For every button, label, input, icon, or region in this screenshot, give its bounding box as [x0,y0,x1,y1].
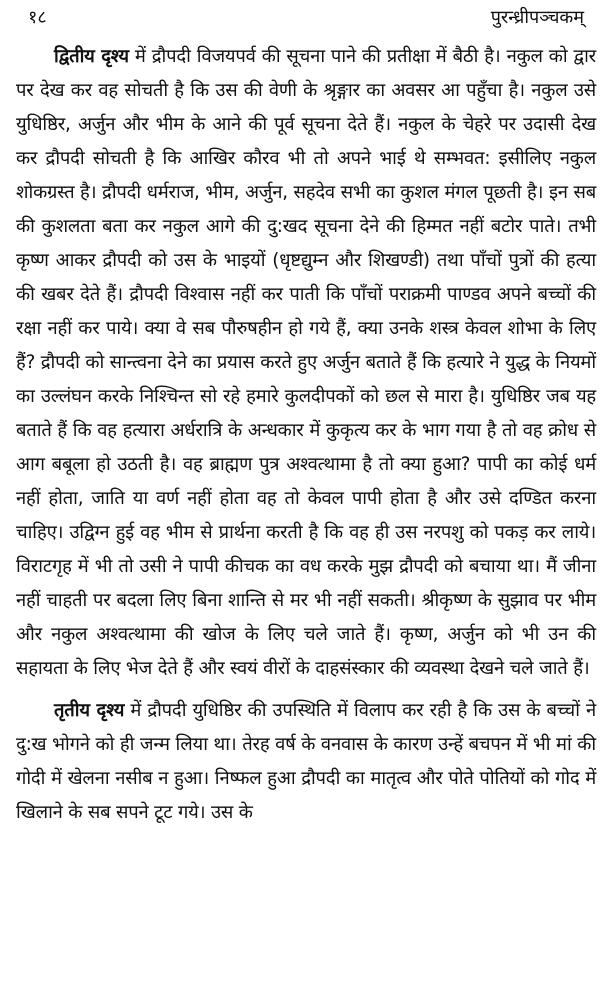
page-header [28,4,584,30]
page-body [16,40,596,830]
paragraph-text: में द्रौपदी युधिष्ठिर की उपस्थिति में विलाप कर रही है कि उस के बच्चों ने दु:ख भोगने को ही जन्म लिया था। तेरह वर्ष के वनवास के कारण उन्हें बचपन में भी मां की गोदी में खेलना नसीब न हुआ। निष्फल हुआ द्रौपदी का मातृत्व और पोते पोतियों को गोद में खिलाने के सब सपने टूट गये। उस के [16,700,596,823]
scene-heading: द्वितीय दृश्य [54,46,129,67]
paragraph-scene-3 [16,694,596,830]
page-number: १८ [28,7,47,28]
running-title: पुरन्ध्रीपञ्चकम् [490,7,584,28]
paragraph-text: में द्रौपदी विजयपर्व की सूचना पाने की प्रतीक्षा में बैठी है। नकुल को द्वार पर देख कर वह सोचती है कि उस की वेणी के श्रृङ्गार का अवसर आ पहुँचा है। नकुल उसे युधिष्ठिर, अर्जुन और भीम के आने की पूर्व सूचना देते हैं। नकुल के चेहरे पर उदासी देख कर द्रौपदी सोचती है कि आखिर कौरव भी तो अपने भाई थे सम्भवत: इसीलिए नकुल शोकग्रस्त है। द्रौपदी धर्मराज, भीम, अर्जुन, सहदेव सभी का कुशल मंगल पूछती है। इन सब की कुशलता बता कर नकुल आगे की दु:खद सूचना देने की हिम्मत नहीं बटोर पाते। तभी कृष्ण आकर द्रौपदी को उस के भाइयों (धृष्टद्युम्न और शिखण्डी) तथा पाँचों पुत्रों की हत्या की खबर देते हैं। द्रौपदी विश्वास नहीं कर पाती कि पाँचों पराक्रमी पाण्डव अपने बच्चों की रक्षा नहीं कर पाये। क्या वे सब पौरुषहीन हो गये हैं, क्या उनके शस्त्र केवल शोभा के लिए हैं? द्रौपदी को सान्त्वना देने का प्रयास करते हुए अर्जुन बताते हैं कि हत्यारे ने युद्ध के नियमों का उल्लंघन करके निश्चिन्त सो रहे हमारे कुलदीपकों को छल से मारा है। युधिष्ठिर जब यह बताते हैं कि वह हत्यारा अर्धरात्रि के अन्धकार में कुकृत्य कर के भाग गया है तो वह क्रोध से आग बबूला हो उठती है। वह ब्राह्मण पुत्र अश्वत्थामा है तो क्या हुआ? पापी का कोई धर्म नहीं होता, जाति या वर्ण नहीं होता वह तो केवल पापी होता है और उसे दण्डित करना चाहिए। उद्विग्न हुई वह भीम से प्रार्थना करती है कि वह ही उस नरपशु को पकड़ कर लाये। विराटगृह में भी तो उसी ने पापी कीचक का वध करके मुझ द्रौपदी को बचाया था। मैं जीना नहीं चाहती पर बदला लिए बिना शान्ति से मर भी नहीं सकती। श्रीकृष्ण के सुझाव पर भीम और नकुल अश्वत्थामा की खोज के लिए चले जाते हैं। कृष्ण, अर्जुन को भी उन की सहायता के लिए भेज देते हैं और स्वयं वीरों के दाहसंस्कार की व्यवस्था देखने चले जाते हैं। [16,46,596,679]
paragraph-scene-2 [16,40,596,686]
scene-heading: तृतीय दृश्य [54,700,125,721]
